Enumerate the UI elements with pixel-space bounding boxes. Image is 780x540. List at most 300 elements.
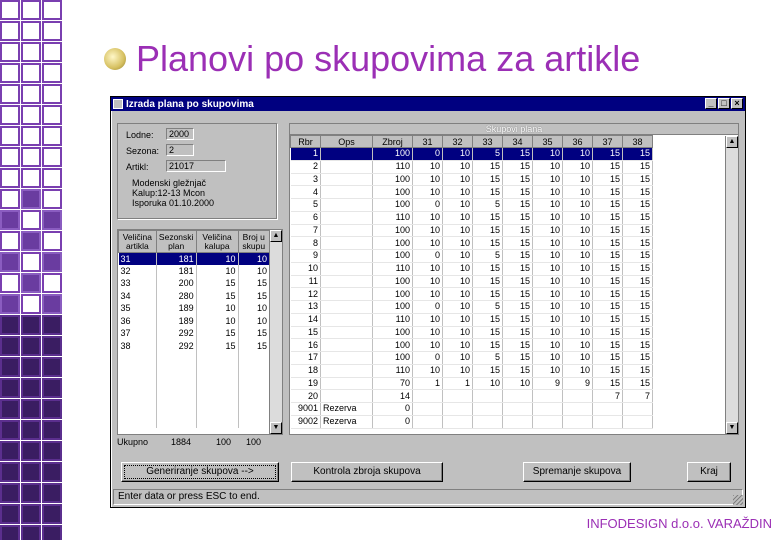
- table-cell[interactable]: [321, 339, 373, 352]
- table-cell[interactable]: [473, 390, 503, 403]
- table-cell[interactable]: 10: [443, 262, 473, 275]
- table-cell[interactable]: 16: [291, 339, 321, 352]
- table-cell[interactable]: 20: [291, 390, 321, 403]
- table-cell[interactable]: 8: [291, 237, 321, 250]
- table-cell[interactable]: 100: [373, 199, 413, 212]
- table-cell[interactable]: [321, 224, 373, 237]
- table-cell[interactable]: 9: [291, 250, 321, 263]
- table-cell[interactable]: [321, 211, 373, 224]
- table-cell[interactable]: [321, 301, 373, 314]
- table-cell[interactable]: 10: [563, 288, 593, 301]
- column-header[interactable]: Ops: [321, 136, 373, 148]
- table-cell[interactable]: [321, 250, 373, 263]
- table-cell[interactable]: 31: [119, 253, 157, 266]
- table-cell[interactable]: 15: [593, 288, 623, 301]
- table-cell[interactable]: [156, 415, 196, 428]
- table-cell[interactable]: [321, 313, 373, 326]
- table-cell[interactable]: [119, 365, 157, 378]
- size-grid-scrollbar[interactable]: [269, 230, 282, 434]
- table-cell[interactable]: 10: [533, 288, 563, 301]
- table-cell[interactable]: 10: [443, 250, 473, 263]
- table-cell[interactable]: 15: [593, 186, 623, 199]
- table-cell[interactable]: 15: [196, 290, 238, 303]
- sets-grid-scrollbar[interactable]: [725, 136, 738, 434]
- table-cell[interactable]: 0: [373, 403, 413, 416]
- table-cell[interactable]: [119, 353, 157, 366]
- generate-sets-button[interactable]: Generiranje skupova -->: [121, 462, 279, 482]
- column-header[interactable]: 37: [593, 136, 623, 148]
- table-cell[interactable]: 10: [533, 199, 563, 212]
- table-cell[interactable]: 15: [623, 262, 653, 275]
- table-cell[interactable]: 100: [373, 288, 413, 301]
- table-row[interactable]: [119, 365, 270, 378]
- table-cell[interactable]: 35: [119, 303, 157, 316]
- table-cell[interactable]: 10: [291, 262, 321, 275]
- table-row[interactable]: [119, 328, 270, 341]
- table-row[interactable]: [291, 262, 653, 275]
- table-cell[interactable]: 292: [156, 328, 196, 341]
- table-cell[interactable]: 15: [593, 237, 623, 250]
- table-cell[interactable]: 10: [503, 377, 533, 390]
- table-cell[interactable]: 70: [373, 377, 413, 390]
- column-header[interactable]: 36: [563, 136, 593, 148]
- table-cell[interactable]: 10: [443, 301, 473, 314]
- table-cell[interactable]: 7: [291, 224, 321, 237]
- table-cell[interactable]: 10: [533, 339, 563, 352]
- table-cell[interactable]: 10: [533, 301, 563, 314]
- table-cell[interactable]: 6: [291, 211, 321, 224]
- table-cell[interactable]: 15: [503, 313, 533, 326]
- table-cell[interactable]: 10: [533, 173, 563, 186]
- table-cell[interactable]: [321, 364, 373, 377]
- table-cell[interactable]: 15: [238, 328, 269, 341]
- table-cell[interactable]: Rezerva: [321, 403, 373, 416]
- table-cell[interactable]: [563, 390, 593, 403]
- scroll-up-icon[interactable]: ▲: [270, 230, 282, 242]
- table-cell[interactable]: 10: [533, 211, 563, 224]
- table-cell[interactable]: 5: [473, 148, 503, 161]
- table-cell[interactable]: 100: [373, 224, 413, 237]
- scroll-down-icon[interactable]: ▼: [270, 422, 282, 434]
- table-cell[interactable]: 10: [443, 326, 473, 339]
- table-cell[interactable]: 15: [238, 340, 269, 353]
- column-header[interactable]: 34: [503, 136, 533, 148]
- table-row[interactable]: [291, 377, 653, 390]
- table-cell[interactable]: [443, 390, 473, 403]
- table-cell[interactable]: 10: [563, 301, 593, 314]
- table-cell[interactable]: 15: [238, 290, 269, 303]
- table-cell[interactable]: 100: [373, 275, 413, 288]
- table-cell[interactable]: 32: [119, 265, 157, 278]
- table-cell[interactable]: 110: [373, 160, 413, 173]
- table-cell[interactable]: 15: [473, 364, 503, 377]
- table-cell[interactable]: 100: [373, 301, 413, 314]
- table-cell[interactable]: [196, 403, 238, 416]
- table-cell[interactable]: 15: [593, 275, 623, 288]
- table-cell[interactable]: 10: [196, 315, 238, 328]
- table-cell[interactable]: [321, 377, 373, 390]
- table-cell[interactable]: 110: [373, 262, 413, 275]
- table-cell[interactable]: 18: [291, 364, 321, 377]
- table-cell[interactable]: 15: [503, 160, 533, 173]
- column-header[interactable]: Zbroj: [373, 136, 413, 148]
- table-cell[interactable]: 15: [503, 301, 533, 314]
- table-cell[interactable]: 15: [473, 160, 503, 173]
- table-cell[interactable]: [321, 186, 373, 199]
- table-cell[interactable]: 1: [291, 148, 321, 161]
- table-row[interactable]: [119, 378, 270, 391]
- table-cell[interactable]: 15: [196, 340, 238, 353]
- table-cell[interactable]: [443, 415, 473, 428]
- table-cell[interactable]: Rezerva: [321, 415, 373, 428]
- table-cell[interactable]: [238, 365, 269, 378]
- table-cell[interactable]: 15: [503, 262, 533, 275]
- table-cell[interactable]: 10: [563, 250, 593, 263]
- table-cell[interactable]: 110: [373, 211, 413, 224]
- table-cell[interactable]: 110: [373, 313, 413, 326]
- table-cell[interactable]: 15: [503, 339, 533, 352]
- table-cell[interactable]: 33: [119, 278, 157, 291]
- table-cell[interactable]: 17: [291, 352, 321, 365]
- table-cell[interactable]: 10: [443, 199, 473, 212]
- table-cell[interactable]: 15: [593, 377, 623, 390]
- table-cell[interactable]: 10: [533, 262, 563, 275]
- table-cell[interactable]: 280: [156, 290, 196, 303]
- table-cell[interactable]: 10: [563, 339, 593, 352]
- minimize-button[interactable]: _: [705, 98, 717, 109]
- table-cell[interactable]: 2: [291, 160, 321, 173]
- table-cell[interactable]: [503, 403, 533, 416]
- table-cell[interactable]: 15: [473, 224, 503, 237]
- table-cell[interactable]: 14: [291, 313, 321, 326]
- table-cell[interactable]: 15: [593, 199, 623, 212]
- table-cell[interactable]: [238, 390, 269, 403]
- table-cell[interactable]: [321, 352, 373, 365]
- table-cell[interactable]: 5: [473, 352, 503, 365]
- table-cell[interactable]: 110: [373, 364, 413, 377]
- table-cell[interactable]: 100: [373, 352, 413, 365]
- column-header[interactable]: Veličina artikla: [119, 231, 157, 253]
- table-cell[interactable]: 10: [443, 339, 473, 352]
- table-cell[interactable]: 15: [473, 211, 503, 224]
- table-row[interactable]: [291, 364, 653, 377]
- table-cell[interactable]: [563, 403, 593, 416]
- table-cell[interactable]: 15: [196, 328, 238, 341]
- table-cell[interactable]: 15: [623, 211, 653, 224]
- table-cell[interactable]: [321, 262, 373, 275]
- table-cell[interactable]: [196, 378, 238, 391]
- table-cell[interactable]: 0: [413, 352, 443, 365]
- table-row[interactable]: [119, 390, 270, 403]
- table-cell[interactable]: 15: [623, 173, 653, 186]
- table-cell[interactable]: 1: [413, 377, 443, 390]
- table-cell[interactable]: 15: [503, 352, 533, 365]
- table-cell[interactable]: 181: [156, 265, 196, 278]
- table-cell[interactable]: 15: [623, 288, 653, 301]
- table-cell[interactable]: 0: [413, 250, 443, 263]
- table-cell[interactable]: 10: [533, 237, 563, 250]
- table-cell[interactable]: 181: [156, 253, 196, 266]
- table-cell[interactable]: 10: [413, 224, 443, 237]
- table-cell[interactable]: 15: [593, 262, 623, 275]
- table-cell[interactable]: 10: [413, 262, 443, 275]
- table-cell[interactable]: 10: [533, 224, 563, 237]
- table-cell[interactable]: [156, 378, 196, 391]
- table-cell[interactable]: 37: [119, 328, 157, 341]
- table-cell[interactable]: 12: [291, 288, 321, 301]
- table-cell[interactable]: 100: [373, 326, 413, 339]
- table-cell[interactable]: 10: [533, 250, 563, 263]
- table-cell[interactable]: 0: [413, 199, 443, 212]
- exit-button[interactable]: Kraj: [687, 462, 731, 482]
- column-header[interactable]: 31: [413, 136, 443, 148]
- table-cell[interactable]: [443, 403, 473, 416]
- table-cell[interactable]: 19: [291, 377, 321, 390]
- table-cell[interactable]: 10: [533, 275, 563, 288]
- table-cell[interactable]: 15: [593, 313, 623, 326]
- table-cell[interactable]: [321, 275, 373, 288]
- check-sum-button[interactable]: Kontrola zbroja skupova: [291, 462, 443, 482]
- table-row[interactable]: [291, 326, 653, 339]
- table-cell[interactable]: 15: [473, 237, 503, 250]
- table-cell[interactable]: 10: [563, 326, 593, 339]
- table-cell[interactable]: 15: [593, 173, 623, 186]
- table-cell[interactable]: 15: [503, 173, 533, 186]
- table-cell[interactable]: 10: [413, 275, 443, 288]
- table-cell[interactable]: 10: [413, 211, 443, 224]
- table-row[interactable]: [119, 415, 270, 428]
- table-cell[interactable]: 10: [443, 352, 473, 365]
- table-cell[interactable]: 10: [196, 265, 238, 278]
- table-cell[interactable]: 15: [623, 186, 653, 199]
- table-cell[interactable]: 10: [563, 199, 593, 212]
- table-cell[interactable]: 15: [503, 199, 533, 212]
- table-cell[interactable]: 10: [563, 262, 593, 275]
- table-cell[interactable]: 15: [623, 301, 653, 314]
- table-cell[interactable]: 10: [563, 237, 593, 250]
- table-cell[interactable]: 5: [473, 301, 503, 314]
- table-cell[interactable]: 10: [238, 315, 269, 328]
- table-cell[interactable]: 15: [623, 250, 653, 263]
- table-cell[interactable]: [156, 365, 196, 378]
- table-cell[interactable]: 10: [533, 160, 563, 173]
- table-cell[interactable]: 3: [291, 173, 321, 186]
- table-cell[interactable]: 7: [623, 390, 653, 403]
- table-cell[interactable]: 10: [473, 377, 503, 390]
- table-cell[interactable]: 15: [623, 313, 653, 326]
- table-row[interactable]: [291, 186, 653, 199]
- table-cell[interactable]: 10: [238, 253, 269, 266]
- table-cell[interactable]: [238, 353, 269, 366]
- table-cell[interactable]: 10: [563, 148, 593, 161]
- table-cell[interactable]: 15: [593, 211, 623, 224]
- table-cell[interactable]: [473, 403, 503, 416]
- table-cell[interactable]: 15: [593, 326, 623, 339]
- table-cell[interactable]: [321, 148, 373, 161]
- table-cell[interactable]: 10: [443, 275, 473, 288]
- table-cell[interactable]: 36: [119, 315, 157, 328]
- table-cell[interactable]: 10: [563, 160, 593, 173]
- table-cell[interactable]: 15: [623, 352, 653, 365]
- table-cell[interactable]: 10: [443, 313, 473, 326]
- table-cell[interactable]: [533, 415, 563, 428]
- table-cell[interactable]: [238, 403, 269, 416]
- table-cell[interactable]: 10: [443, 237, 473, 250]
- table-cell[interactable]: 10: [533, 313, 563, 326]
- table-cell[interactable]: 15: [623, 237, 653, 250]
- table-cell[interactable]: [321, 199, 373, 212]
- table-cell[interactable]: [119, 415, 157, 428]
- table-cell[interactable]: 10: [443, 173, 473, 186]
- table-cell[interactable]: 15: [593, 301, 623, 314]
- column-header[interactable]: 33: [473, 136, 503, 148]
- table-cell[interactable]: [413, 390, 443, 403]
- table-cell[interactable]: 292: [156, 340, 196, 353]
- table-cell[interactable]: [321, 237, 373, 250]
- table-cell[interactable]: 5: [473, 199, 503, 212]
- table-cell[interactable]: 15: [473, 275, 503, 288]
- table-row[interactable]: [291, 415, 653, 428]
- column-header[interactable]: 38: [623, 136, 653, 148]
- table-cell[interactable]: [238, 378, 269, 391]
- table-cell[interactable]: 15: [593, 148, 623, 161]
- table-cell[interactable]: 10: [443, 224, 473, 237]
- table-cell[interactable]: 10: [413, 339, 443, 352]
- table-row[interactable]: [291, 275, 653, 288]
- table-cell[interactable]: 5: [291, 199, 321, 212]
- table-cell[interactable]: 15: [623, 275, 653, 288]
- table-cell[interactable]: 1: [443, 377, 473, 390]
- table-cell[interactable]: [156, 403, 196, 416]
- table-cell[interactable]: 15: [623, 199, 653, 212]
- table-cell[interactable]: [623, 403, 653, 416]
- table-cell[interactable]: [321, 390, 373, 403]
- table-cell[interactable]: 15: [473, 339, 503, 352]
- table-cell[interactable]: 10: [533, 326, 563, 339]
- scroll-up-icon[interactable]: ▲: [726, 136, 738, 148]
- table-row[interactable]: [119, 353, 270, 366]
- column-header[interactable]: Rbr: [291, 136, 321, 148]
- column-header[interactable]: 32: [443, 136, 473, 148]
- table-cell[interactable]: [533, 390, 563, 403]
- table-cell[interactable]: [321, 173, 373, 186]
- table-cell[interactable]: [533, 403, 563, 416]
- sezona-field[interactable]: 2: [166, 144, 194, 156]
- table-cell[interactable]: 14: [373, 390, 413, 403]
- table-cell[interactable]: 10: [196, 253, 238, 266]
- table-cell[interactable]: 9: [563, 377, 593, 390]
- table-cell[interactable]: 5: [473, 250, 503, 263]
- table-cell[interactable]: 10: [413, 173, 443, 186]
- table-cell[interactable]: 13: [291, 301, 321, 314]
- column-header[interactable]: Broj u skupu: [238, 231, 269, 253]
- table-cell[interactable]: 15: [593, 352, 623, 365]
- table-row[interactable]: [291, 288, 653, 301]
- table-cell[interactable]: 10: [443, 186, 473, 199]
- table-cell[interactable]: 15: [503, 224, 533, 237]
- table-cell[interactable]: 15: [238, 278, 269, 291]
- table-cell[interactable]: [593, 415, 623, 428]
- table-cell[interactable]: 10: [563, 173, 593, 186]
- table-cell[interactable]: 10: [443, 211, 473, 224]
- table-cell[interactable]: [119, 403, 157, 416]
- table-row[interactable]: [291, 250, 653, 263]
- table-cell[interactable]: 189: [156, 303, 196, 316]
- table-cell[interactable]: 100: [373, 339, 413, 352]
- table-row[interactable]: [291, 199, 653, 212]
- table-cell[interactable]: 10: [413, 364, 443, 377]
- table-cell[interactable]: [321, 288, 373, 301]
- table-row[interactable]: [119, 403, 270, 416]
- table-cell[interactable]: 100: [373, 250, 413, 263]
- table-cell[interactable]: 15: [623, 160, 653, 173]
- artikl-field[interactable]: 21017: [166, 160, 226, 172]
- table-cell[interactable]: [503, 415, 533, 428]
- table-cell[interactable]: 15: [473, 262, 503, 275]
- table-row[interactable]: [291, 160, 653, 173]
- table-cell[interactable]: 10: [533, 364, 563, 377]
- table-cell[interactable]: 15: [623, 339, 653, 352]
- table-cell[interactable]: 10: [443, 364, 473, 377]
- table-row[interactable]: [119, 340, 270, 353]
- table-cell[interactable]: 10: [563, 275, 593, 288]
- table-cell[interactable]: 15: [623, 224, 653, 237]
- table-cell[interactable]: 38: [119, 340, 157, 353]
- table-cell[interactable]: 10: [533, 186, 563, 199]
- table-cell[interactable]: 15: [623, 148, 653, 161]
- table-cell[interactable]: 15: [503, 148, 533, 161]
- table-cell[interactable]: 11: [291, 275, 321, 288]
- table-cell[interactable]: 15: [503, 211, 533, 224]
- table-cell[interactable]: [473, 415, 503, 428]
- table-cell[interactable]: 15: [593, 364, 623, 377]
- table-cell[interactable]: 4: [291, 186, 321, 199]
- table-cell[interactable]: 10: [413, 326, 443, 339]
- table-cell[interactable]: 10: [413, 313, 443, 326]
- table-cell[interactable]: [156, 390, 196, 403]
- table-row[interactable]: [291, 237, 653, 250]
- table-cell[interactable]: 100: [373, 237, 413, 250]
- window-titlebar[interactable]: [111, 97, 745, 111]
- table-cell[interactable]: 10: [413, 288, 443, 301]
- table-row[interactable]: [119, 315, 270, 328]
- table-row[interactable]: [291, 339, 653, 352]
- table-cell[interactable]: 15: [473, 186, 503, 199]
- table-cell[interactable]: 15: [503, 288, 533, 301]
- lodne-field[interactable]: 2000: [166, 128, 194, 140]
- table-cell[interactable]: 10: [533, 148, 563, 161]
- table-cell[interactable]: 15: [473, 326, 503, 339]
- table-cell[interactable]: 15: [503, 326, 533, 339]
- table-row[interactable]: [119, 278, 270, 291]
- table-cell[interactable]: 10: [413, 186, 443, 199]
- save-sets-button[interactable]: Spremanje skupova: [523, 462, 631, 482]
- table-cell[interactable]: 15: [503, 250, 533, 263]
- table-cell[interactable]: 15: [473, 313, 503, 326]
- table-row[interactable]: [119, 303, 270, 316]
- table-cell[interactable]: 15: [593, 224, 623, 237]
- table-cell[interactable]: 10: [443, 288, 473, 301]
- table-row[interactable]: [291, 224, 653, 237]
- table-cell[interactable]: 0: [413, 301, 443, 314]
- table-cell[interactable]: 15: [473, 288, 503, 301]
- table-cell[interactable]: [119, 390, 157, 403]
- table-cell[interactable]: 15: [593, 339, 623, 352]
- table-cell[interactable]: 34: [119, 290, 157, 303]
- table-row[interactable]: [291, 301, 653, 314]
- table-cell[interactable]: 15: [623, 377, 653, 390]
- table-row[interactable]: [291, 313, 653, 326]
